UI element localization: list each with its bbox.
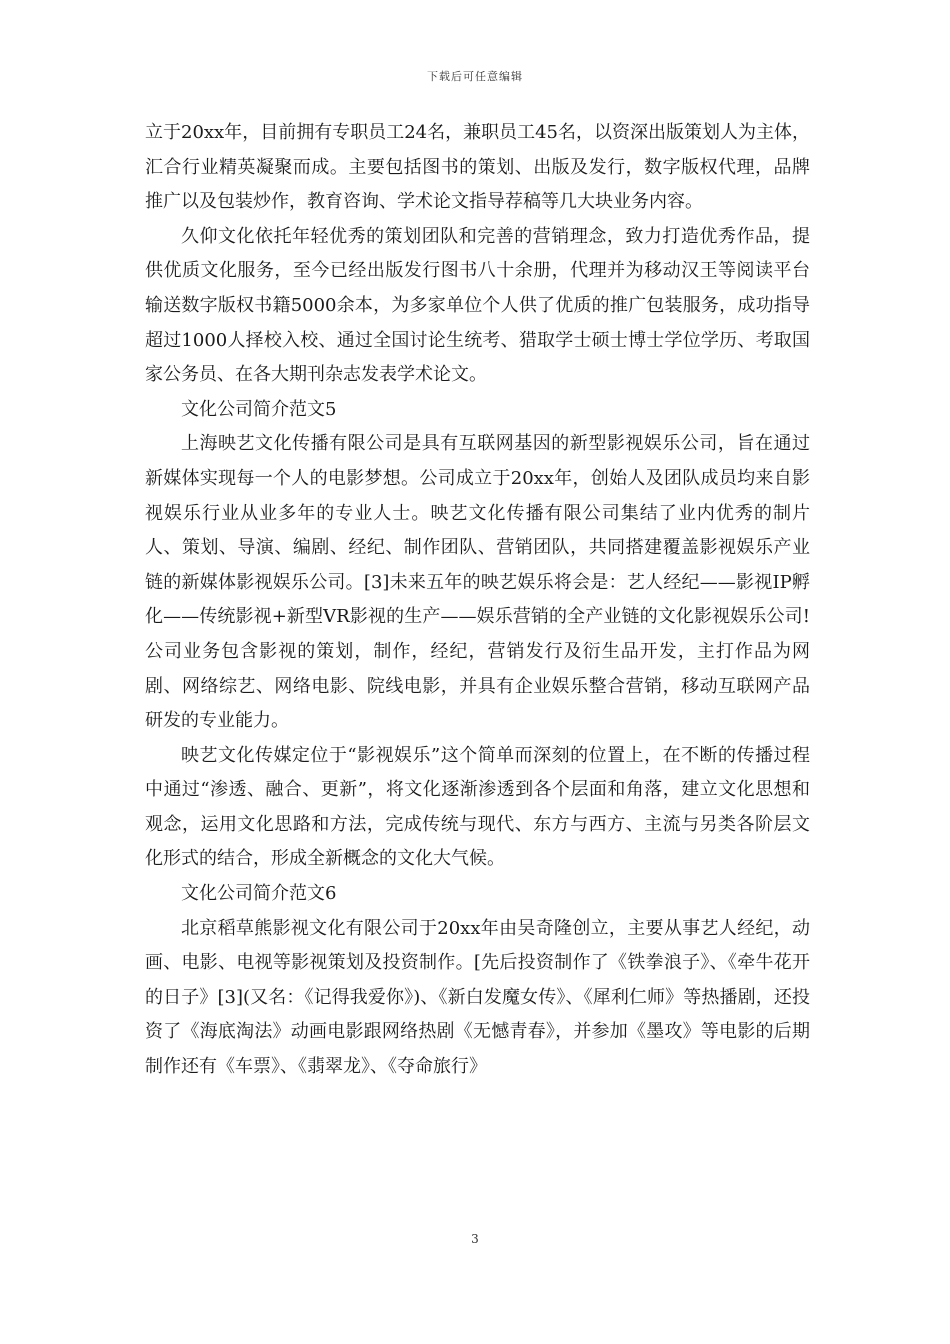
paragraph-5: 北京稻草熊影视文化有限公司于20xx年由吴奇隆创立，主要从事艺人经纪，动画、电影、电视等影视策划及投资制作。[先后投资制作了《铁拳浪子》、《牵牛花开的日子》[3](又名：《记得我爱你》)、《新白发魔女传》、《犀利仁师》等热播剧，还投资了《海底淘法》动画电影跟网络热剧《无憾青春》，并参加《墨攻》等电影的后期制作还有《车票》、《翡翠龙》、《夺命旅行》 [145, 917, 810, 1078]
section-heading-6: 文化公司简介范文6 [181, 883, 337, 905]
section-heading-5: 文化公司简介范文5 [181, 398, 337, 420]
document-body [145, 116, 810, 1085]
paragraph-1: 立于20xx年，目前拥有专职员工24名，兼职员工45名，以资深出版策划人为主体，汇合行业精英凝聚而成。主要包括图书的策划、出版及发行，数字版权代理，品牌推广以及包装炒作，教育咨询、学术论文指导荐稿等几大块业务内容。 [145, 122, 811, 213]
page-number: 3 [471, 1232, 479, 1246]
paragraph-2: 久仰文化依托年轻优秀的策划团队和完善的营销理念，致力打造优秀作品，提供优质文化服务，至今已经出版发行图书八十余册，代理并为移动汉王等阅读平台输送数字版权书籍5000余本，为多家单位个人供了优质的推广包装服务，成功指导超过1000人择校入校、通过全国讨论生统考、猎取学士硕士博士学位学历、考取国家公务员、在各大期刊杂志发表学术论文。 [145, 225, 810, 386]
paragraph-3: 上海映艺文化传播有限公司是具有互联网基因的新型影视娱乐公司，旨在通过新媒体实现每一个人的电影梦想。公司成立于20xx年，创始人及团队成员均来自影视娱乐行业从业多年的专业人士。映艺文化传播有限公司集结了业内优秀的制片人、策划、导演、编剧、经纪、制作团队、营销团队，共同搭建覆盖影视娱乐产业链的新媒体影视娱乐公司。[3]未来五年的映艺娱乐将会是：艺人经纪——影视IP孵化——传统影视+新型VR影视的生产——娱乐营销的全产业链的文化影视娱乐公司!公司业务包含影视的策划，制作，经纪，营销发行及衍生品开发，主打作品为网剧、网络综艺、网络电影、院线电影，并具有企业娱乐整合营销，移动互联网产品研发的专业能力。 [145, 433, 810, 732]
paragraph-4: 映艺文化传媒定位于“影视娱乐”这个简单而深刻的位置上，在不断的传播过程中通过“渗透、融合、更新”，将文化逐渐渗透到各个层面和角落，建立文化思想和观念，运用文化思路和方法，完成传统与现代、东方与西方、主流与另类各阶层文化形式的结合，形成全新概念的文化大气候。 [145, 744, 810, 870]
header-note: 下载后可任意编辑 [427, 70, 523, 83]
